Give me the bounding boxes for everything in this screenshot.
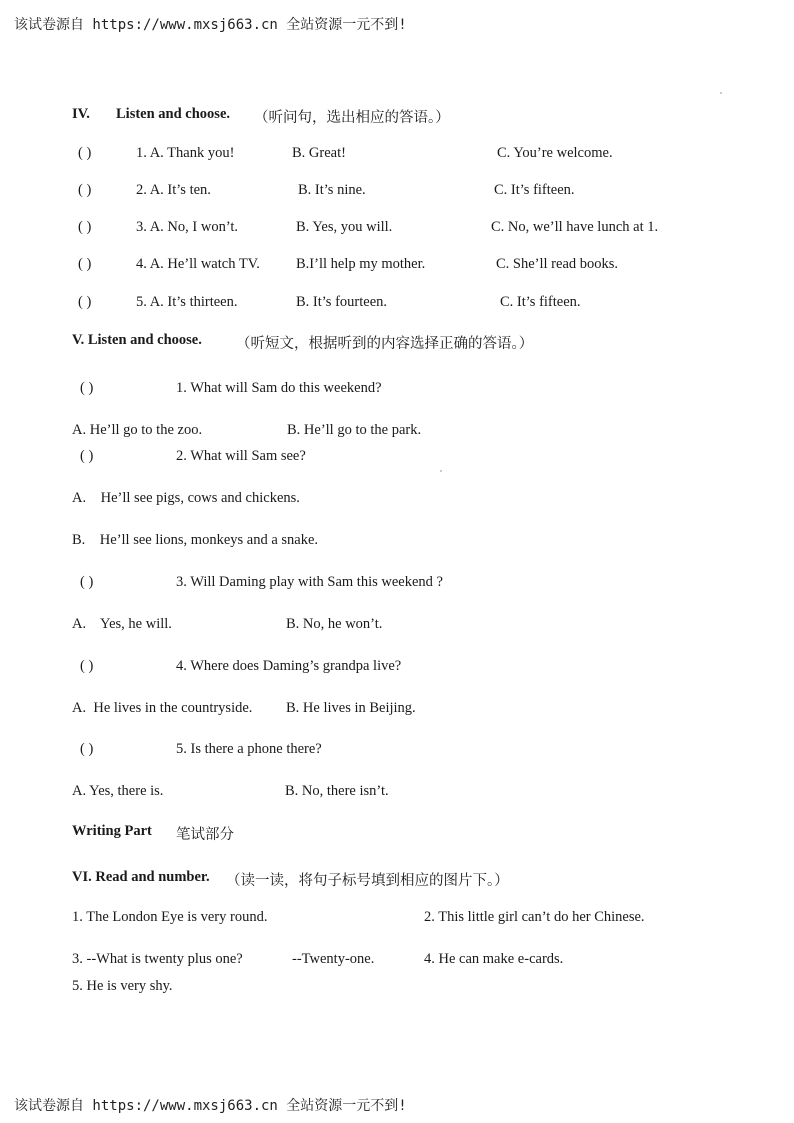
option-b: B. Great! [292, 145, 346, 161]
option-b: B.I’ll help my mother. [296, 256, 426, 272]
q3-option-b: B. No, he won’t. [286, 616, 383, 632]
option-a: 1. A. Thank you! [136, 145, 235, 161]
option-c: C. No, we’ll have lunch at 1. [491, 219, 659, 235]
answer-bracket[interactable]: ( ) [78, 182, 92, 198]
option-b: B. It’s nine. [298, 182, 366, 198]
section-6-title: VI. Read and number. [72, 869, 210, 885]
header-watermark: 该试卷源自 https://www.mxsj663.cn 全站资源一元不到! [14, 17, 407, 33]
q4-option-b: B. He lives in Beijing. [286, 700, 416, 716]
option-b: B. It’s fourteen. [296, 294, 388, 310]
section-6-instruction: （读一读，将句子标号填到相应的图片下。） [226, 873, 509, 889]
question-4: 4. Where does Daming’s grandpa live? [176, 658, 402, 674]
option-a: 2. A. It’s ten. [136, 182, 211, 198]
option-c: C. She’ll read books. [496, 256, 619, 272]
q4-option-a: A. He lives in the countryside. [72, 700, 253, 716]
writing-part-title: Writing Part [72, 823, 152, 839]
answer-bracket[interactable]: ( ) [78, 219, 92, 235]
q3-option-a: A. Yes, he will. [72, 616, 172, 632]
option-b: B. Yes, you will. [296, 219, 393, 235]
answer-bracket[interactable]: ( ) [80, 380, 94, 396]
writing-part-subtitle: 笔试部分 [176, 827, 234, 843]
answer-bracket[interactable]: ( ) [80, 658, 94, 674]
sentence-2: 2. This little girl can’t do her Chinese. [424, 909, 645, 925]
scan-speck [440, 470, 442, 472]
question-3: 3. Will Daming play with Sam this weekend ? [176, 574, 443, 590]
section-5-title: V. Listen and choose. [72, 332, 202, 348]
sentence-3-answer: --Twenty-one. [292, 951, 375, 967]
section-5-instruction: （听短文，根据听到的内容选择正确的答语。） [236, 336, 534, 352]
footer-watermark: 该试卷源自 https://www.mxsj663.cn 全站资源一元不到! [14, 1098, 407, 1114]
q2-option-b: B. He’ll see lions, monkeys and a snake. [72, 532, 319, 548]
sentence-1: 1. The London Eye is very round. [72, 909, 268, 925]
section-4-number: IV. [72, 106, 90, 122]
q1-option-b: B. He’ll go to the park. [287, 422, 422, 438]
section-4-instruction: （听问句，选出相应的答语。） [254, 110, 450, 126]
answer-bracket[interactable]: ( ) [78, 145, 92, 161]
scan-speck [720, 92, 722, 94]
answer-bracket[interactable]: ( ) [80, 574, 94, 590]
q5-option-a: A. Yes, there is. [72, 783, 164, 799]
sentence-5: 5. He is very shy. [72, 978, 173, 994]
q1-option-a: A. He’ll go to the zoo. [72, 422, 203, 438]
q2-option-a: A. He’ll see pigs, cows and chickens. [72, 490, 300, 506]
option-a: 4. A. He’ll watch TV. [136, 256, 260, 272]
option-a: 5. A. It’s thirteen. [136, 294, 238, 310]
question-1: 1. What will Sam do this weekend? [176, 380, 382, 396]
option-c: C. It’s fifteen. [500, 294, 581, 310]
question-5: 5. Is there a phone there? [176, 741, 322, 757]
sentence-4: 4. He can make e-cards. [424, 951, 564, 967]
answer-bracket[interactable]: ( ) [80, 741, 94, 757]
option-c: C. It’s fifteen. [494, 182, 575, 198]
question-2: 2. What will Sam see? [176, 448, 306, 464]
q5-option-b: B. No, there isn’t. [285, 783, 389, 799]
option-c: C. You’re welcome. [497, 145, 613, 161]
answer-bracket[interactable]: ( ) [80, 448, 94, 464]
answer-bracket[interactable]: ( ) [78, 256, 92, 272]
answer-bracket[interactable]: ( ) [78, 294, 92, 310]
sentence-3-question: 3. --What is twenty plus one? [72, 951, 243, 967]
option-a: 3. A. No, I won’t. [136, 219, 239, 235]
section-4-title: Listen and choose. [116, 106, 231, 122]
